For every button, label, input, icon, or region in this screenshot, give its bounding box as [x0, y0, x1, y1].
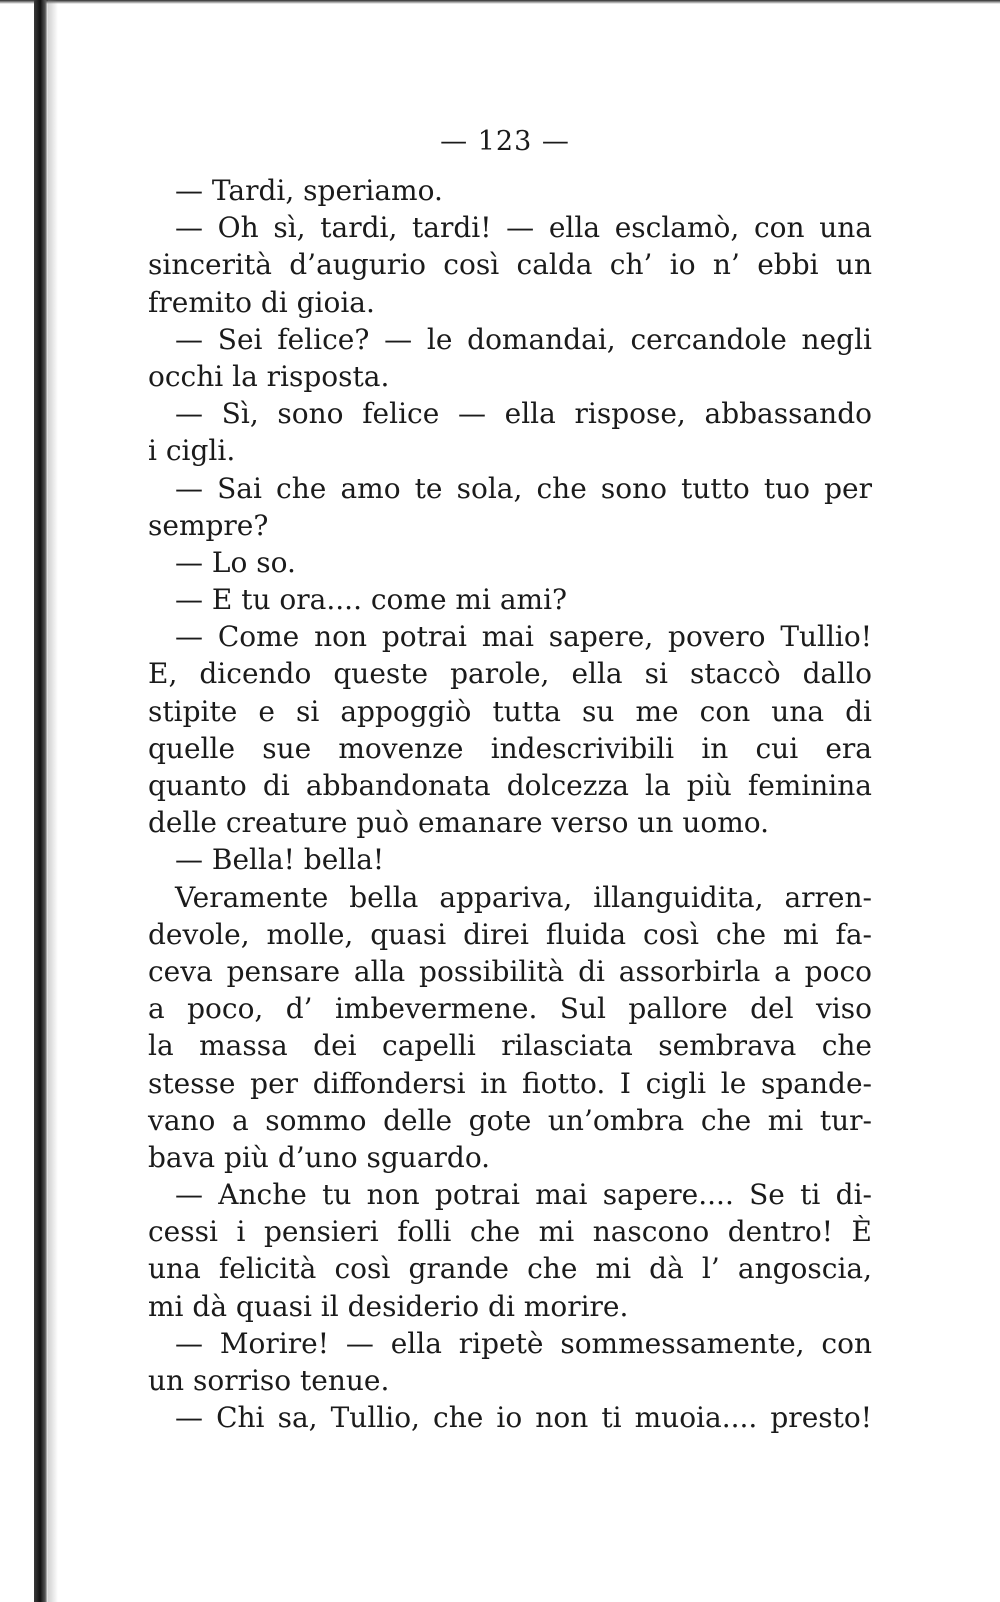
text-line: stipite e si appoggiò tutta su me con una di — [148, 694, 872, 728]
text-line: — Come non potrai mai sapere, povero Tullio! — [175, 620, 872, 654]
text-line: occhi la risposta. — [148, 359, 390, 393]
text-line: — Chi sa, Tullio, che io non ti muoia.... presto! — [175, 1401, 872, 1435]
text-line: — Sì, sono felice — ella rispose, abbassando — [175, 397, 872, 431]
text-line: vano a sommo delle gote un’ombra che mi tur- — [148, 1103, 872, 1137]
text-line: — Lo so. — [175, 545, 296, 579]
text-line: mi dà quasi il desiderio di morire. — [148, 1289, 629, 1323]
text-line: quanto di abbandonata dolcezza la più feminina — [148, 769, 872, 802]
text-line: E, dicendo queste parole, ella si staccò dallo — [148, 657, 872, 691]
text-line: — E tu ora.... come mi ami? — [175, 583, 568, 617]
text-line: quelle sue movenze indescrivibili in cui era — [148, 731, 872, 765]
text-line: — Sai che amo te sola, che sono tutto tuo per — [175, 471, 872, 505]
text-line: — Tardi, speriamo. — [175, 174, 443, 207]
text-line: — Morire! — ella ripetè sommessamente, con — [175, 1326, 872, 1360]
text-line: un sorriso tenue. — [148, 1364, 390, 1397]
text-line: cessi i pensieri folli che mi nascono dentro! È — [148, 1215, 872, 1249]
binding-shadow — [34, 0, 48, 1602]
body-text — [148, 172, 872, 1436]
text-line: — Bella! bella! — [175, 843, 385, 877]
text-line: ceva pensare alla possibilità di assorbirla a poco — [148, 954, 872, 988]
text-line: sincerità d’augurio così calda ch’ io n’ ebbi un — [148, 248, 872, 282]
binding-fade — [48, 0, 58, 1602]
text-line: — Sei felice? — le domandai, cercandole negli — [175, 322, 872, 356]
text-line: — Oh sì, tardi, tardi! — ella esclamò, con una — [175, 211, 872, 245]
text-line: fremito di gioia. — [148, 285, 375, 319]
text-line: stesse per diffondersi in fiotto. I cigli le spande- — [148, 1066, 872, 1100]
text-line: — Anche tu non potrai mai sapere.... Se ti di- — [175, 1178, 872, 1212]
page-number: — 123 — — [440, 126, 570, 157]
text-line: devole, molle, quasi direi fluida così che mi fa- — [148, 917, 872, 951]
text-line: sempre? — [148, 508, 269, 542]
text-line: a poco, d’ imbevermene. Sul pallore del viso — [148, 992, 872, 1026]
text-line: Veramente bella appariva, illanguidita, arren- — [175, 880, 872, 914]
text-line: i cigli. — [148, 434, 236, 468]
text-line: bava più d’uno sguardo. — [148, 1140, 491, 1174]
text-line: una felicità così grande che mi dà l’ angoscia, — [148, 1252, 872, 1286]
text-line: delle creature può emanare verso un uomo. — [148, 806, 770, 840]
page-top-edge — [0, 0, 1000, 4]
text-line: la massa dei capelli rilasciata sembrava che — [148, 1029, 872, 1063]
